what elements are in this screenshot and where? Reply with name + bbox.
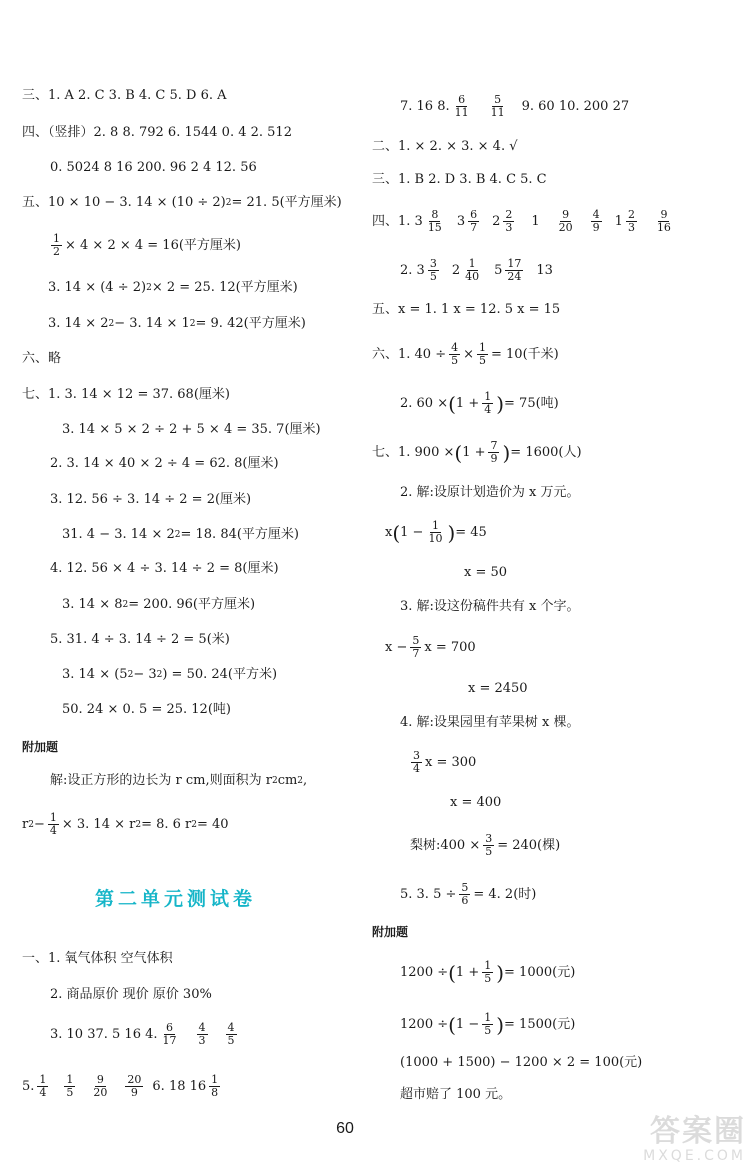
answer-line: 2. 解:设原计划造价为 x 万元。 xyxy=(400,485,580,500)
formula-line: x − $\frac{5}{7}$ x = 700 xyxy=(385,634,476,660)
answer-line: 0. 5024 8 16 200. 96 2 4 12. 56 xyxy=(50,160,257,175)
formula-line: 31. 4 − 3. 14 × 2 2 = 18. 84(平方厘米) xyxy=(62,527,300,542)
answer-line: x = 2450 xyxy=(468,681,528,696)
answer-line: 四、（竖排）2. 8 8. 792 6. 1544 0. 4 2. 512 xyxy=(22,125,292,140)
formula-line: 3. 10 37. 5 16 4. $\frac{6}{17}$ $\frac{4}{3}$ $\frac{4}{5}$ xyxy=(50,1021,235,1047)
fraction: $\frac{1}{10}$ xyxy=(428,519,443,545)
formula-line: 3. 14 × (5 2 − 3 2 ) = 50. 24(平方米) xyxy=(62,667,278,682)
formula-line: 1200 ÷ ( 1 − $\frac{1}{5}$ ) = 1500(元) xyxy=(400,1011,576,1037)
answer-line: 一、1. 氧气体积 空气体积 xyxy=(22,951,173,966)
answer-line: 3. 解:设这份稿件共有 x 个字。 xyxy=(400,599,580,614)
answer-line: x = 400 xyxy=(450,795,502,810)
answer-line: x = 50 xyxy=(464,565,508,580)
fraction: $\frac{1}{4}$ xyxy=(49,811,57,837)
answer-line: 超市赔了 100 元。 xyxy=(400,1087,512,1102)
fraction: $\frac{1}{5}$ xyxy=(484,959,492,985)
formula-line: 5. $\frac{1}{4}$ $\frac{1}{5}$ $\frac{9}{20}$ $\frac{20}{9}$ 6. 18 16 $\frac{1}{8}$ xyxy=(22,1073,219,1099)
formula-line: r 2 − $\frac{1}{4}$ × 3. 14 × r 2 = 8. 6 r 2 = 40 xyxy=(22,811,229,837)
fraction: $\frac{17}{24}$ xyxy=(507,257,522,283)
fraction: $\frac{1}{5}$ xyxy=(66,1073,74,1099)
fraction: $\frac{6}{7}$ xyxy=(470,208,478,234)
fraction: $\frac{1}{2}$ xyxy=(53,232,60,258)
fraction: $\frac{6}{11}$ xyxy=(454,93,469,119)
formula-line: 2. 3 $\frac{3}{5}$ 2 $\frac{1}{40}$ 5 $\frac{17}{24}$ 13 xyxy=(400,257,553,283)
answer-line: 2. 3. 14 × 40 × 2 ÷ 4 = 62. 8(厘米) xyxy=(50,456,279,471)
fraction: $\frac{4}{5}$ xyxy=(451,341,459,367)
fraction: $\frac{1}{4}$ xyxy=(484,390,492,416)
unit-test-title: 第二单元测试卷 xyxy=(95,888,257,910)
formula-line: 3. 14 × 8 2 = 200. 96(平方厘米) xyxy=(62,597,256,612)
fraction: $\frac{1}{8}$ xyxy=(211,1073,219,1099)
formula-line: 四、1. 3 $\frac{8}{15}$ 3 $\frac{6}{7}$ 2 $\frac{2}{3}$ 1 $\frac{9}{20}$ $\frac{4}{9}$ 1 $\frac{2}{3}$ $\frac{9}{16}$ xyxy=(372,208,671,234)
fraction: $\frac{8}{15}$ xyxy=(427,208,442,234)
fraction: $\frac{6}{17}$ xyxy=(162,1021,177,1047)
answer-line: 3. 14 × 5 × 2 ÷ 2 + 5 × 4 = 35. 7(厘米) xyxy=(62,422,321,437)
answer-line: 三、1. A 2. C 3. B 4. C 5. D 6. A xyxy=(22,88,227,103)
watermark-url: MXQE.COM xyxy=(643,1148,746,1164)
fraction: $\frac{20}{9}$ xyxy=(127,1073,142,1099)
formula-line: 1200 ÷ ( 1 + $\frac{1}{5}$ ) = 1000(元) xyxy=(400,959,576,985)
formula-line: 5. 3. 5 ÷ $\frac{5}{6}$ = 4. 2(时) xyxy=(400,881,537,907)
formula-line: x ( 1 − $\frac{1}{10}$ ) = 45 xyxy=(385,519,487,545)
answer-line: 二、1. × 2. × 3. × 4. √ xyxy=(372,139,518,154)
watermark-logo xyxy=(643,1116,746,1164)
fraction: $\frac{1}{40}$ xyxy=(465,257,480,283)
answer-line: 七、1. 3. 14 × 12 = 37. 68(厘米) xyxy=(22,387,230,402)
fraction: $\frac{9}{20}$ xyxy=(93,1073,108,1099)
formula-line: 七、1. 900 × ( 1 + $\frac{7}{9}$ ) = 1600(人) xyxy=(372,439,582,465)
answer-line: 4. 12. 56 × 4 ÷ 3. 14 ÷ 2 = 8(厘米) xyxy=(50,561,279,576)
answer-line: (1000 + 1500) − 1200 × 2 = 100(元) xyxy=(400,1055,643,1070)
formula-line: 解:设正方形的边长为 r cm,则面积为 r 2 cm 2 , xyxy=(50,773,308,788)
answer-line: 五、x = 1. 1 x = 12. 5 x = 15 xyxy=(372,302,561,317)
fraction: $\frac{4}{5}$ xyxy=(227,1021,235,1047)
fraction: $\frac{3}{5}$ xyxy=(485,832,493,858)
watermark-mark: 答案圈 xyxy=(650,1114,746,1149)
answer-line: 4. 解:设果园里有苹果树 x 棵。 xyxy=(400,715,580,730)
fraction: $\frac{7}{9}$ xyxy=(490,439,498,465)
formula-line: $\frac{1}{2}$ × 4 × 2 × 4 = 16(平方厘米) xyxy=(53,232,241,258)
fraction: $\frac{1}{4}$ xyxy=(39,1073,47,1099)
section-heading: 附加题 xyxy=(22,740,59,754)
answer-line: 3. 12. 56 ÷ 3. 14 ÷ 2 = 2(厘米) xyxy=(50,492,252,507)
page-number: 60 xyxy=(336,1120,354,1137)
formula-line: 2. 60 × ( 1 + $\frac{1}{4}$ ) = 75(吨) xyxy=(400,390,559,416)
formula-line: 五、10 × 10 − 3. 14 × (10 ÷ 2) 2 = 21. 5(平方厘米) xyxy=(22,195,342,210)
fraction: $\frac{1}{5}$ xyxy=(479,341,487,367)
fraction: $\frac{4}{3}$ xyxy=(198,1021,206,1047)
fraction: $\frac{2}{3}$ xyxy=(627,208,635,234)
fraction: $\frac{2}{3}$ xyxy=(505,208,513,234)
section-heading: 附加题 xyxy=(372,925,409,939)
fraction: $\frac{9}{16}$ xyxy=(656,208,671,234)
formula-line: 六、1. 40 ÷ $\frac{4}{5}$ × $\frac{1}{5}$ = 10(千米) xyxy=(372,341,559,367)
formula-line: 梨树:400 × $\frac{3}{5}$ = 240(棵) xyxy=(410,832,561,858)
formula-line: 3. 14 × (4 ÷ 2) 2 × 2 = 25. 12(平方厘米) xyxy=(48,280,298,295)
fraction: $\frac{1}{5}$ xyxy=(484,1011,492,1037)
formula-line: 3. 14 × 2 2 − 3. 14 × 1 2 = 9. 42(平方厘米) xyxy=(48,316,306,331)
answer-line: 50. 24 × 0. 5 = 25. 12(吨) xyxy=(62,702,231,717)
fraction: $\frac{9}{20}$ xyxy=(558,208,573,234)
formula-line: $\frac{3}{4}$ x = 300 xyxy=(413,749,477,775)
answer-line: 2. 商品原价 现价 原价 30% xyxy=(50,987,212,1002)
answer-line: 5. 31. 4 ÷ 3. 14 ÷ 2 = 5(米) xyxy=(50,632,230,647)
fraction: $\frac{5}{7}$ xyxy=(412,634,420,660)
fraction: $\frac{5}{11}$ xyxy=(490,93,505,119)
formula-line: 7. 16 8. $\frac{6}{11}$ $\frac{5}{11}$ 9. 60 10. 200 27 xyxy=(400,93,630,119)
answer-line: 三、1. B 2. D 3. B 4. C 5. C xyxy=(372,172,547,187)
fraction: $\frac{3}{4}$ xyxy=(413,749,420,775)
answer-line: 六、略 xyxy=(22,351,62,366)
fraction: $\frac{5}{6}$ xyxy=(461,881,469,907)
fraction: $\frac{4}{9}$ xyxy=(592,208,600,234)
fraction: $\frac{3}{5}$ xyxy=(429,257,437,283)
